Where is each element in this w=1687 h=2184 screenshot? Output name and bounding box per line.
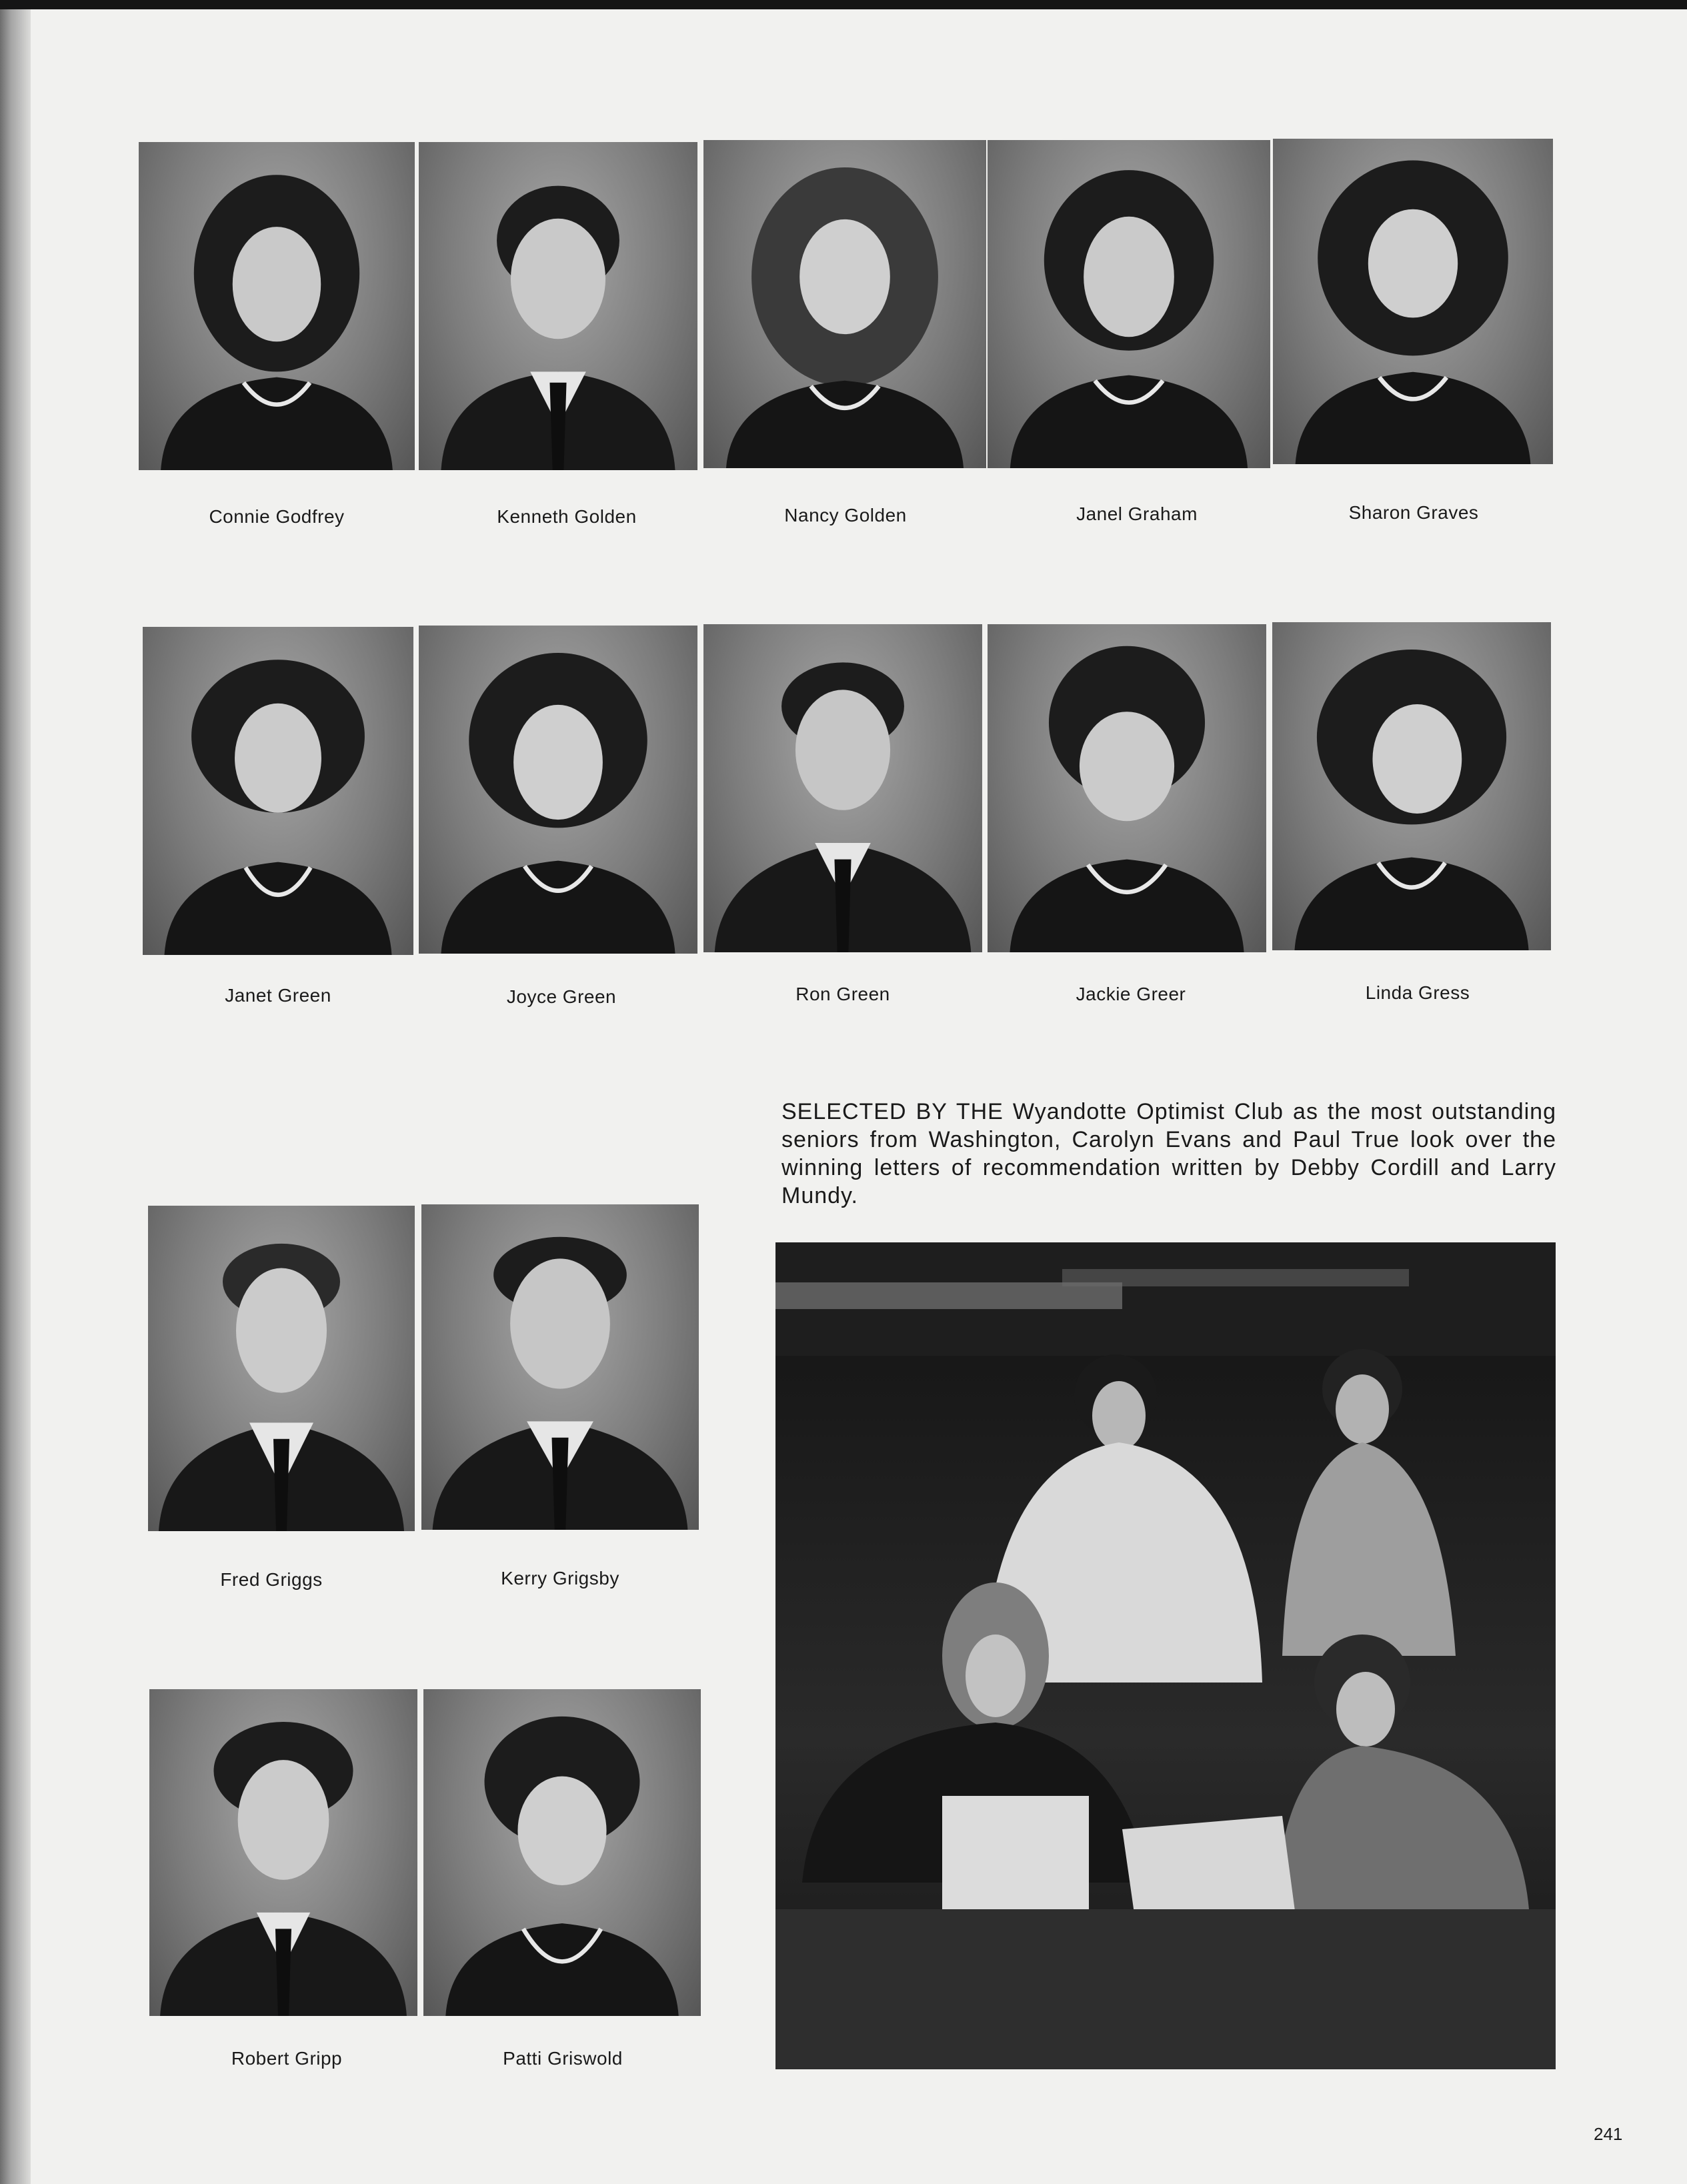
portrait-photo — [143, 627, 413, 955]
photo-caption: SELECTED BY THE Wyandotte Optimist Club as the most outstanding seniors from Washington, Carolyn Evans and Paul True look over the winning letters of recommendation written by Debby Cordill and Larry Mundy. — [781, 1099, 1556, 1208]
portrait-name: Connie Godfrey — [209, 506, 345, 527]
page-binding-shadow — [0, 9, 31, 2184]
portrait-name: Kenneth Golden — [497, 506, 637, 527]
portrait-photo — [988, 140, 1270, 468]
portrait-photo — [148, 1206, 415, 1531]
portrait-photo — [139, 142, 415, 470]
portrait-name: Jackie Greer — [1076, 984, 1186, 1004]
group-photo — [775, 1242, 1556, 2069]
portrait-photo — [419, 626, 697, 954]
portrait-name: Ron Green — [795, 984, 890, 1004]
portrait-name: Janet Green — [225, 985, 331, 1006]
portrait-photo — [423, 1689, 701, 2016]
portrait-name: Nancy Golden — [784, 505, 907, 525]
portrait-photo — [419, 142, 697, 470]
portrait-name: Robert Gripp — [231, 2048, 343, 2069]
portrait-photo — [703, 140, 986, 468]
portrait-photo — [703, 624, 982, 952]
portrait-name: Fred Griggs — [220, 1569, 323, 1590]
portrait-photo — [1273, 139, 1553, 464]
portrait-photo — [988, 624, 1266, 952]
portrait-name: Linda Gress — [1365, 982, 1470, 1003]
portrait-name: Sharon Graves — [1348, 502, 1479, 523]
portrait-name: Kerry Grigsby — [501, 1568, 619, 1588]
portrait-photo — [1272, 622, 1551, 950]
portrait-photo — [149, 1689, 417, 2016]
portrait-name: Janel Graham — [1076, 503, 1198, 524]
portrait-photo — [421, 1204, 699, 1530]
page-number: 241 — [1594, 2124, 1623, 2144]
portrait-name: Patti Griswold — [503, 2048, 623, 2069]
page-top-edge — [0, 0, 1687, 9]
portrait-name: Joyce Green — [506, 986, 617, 1007]
